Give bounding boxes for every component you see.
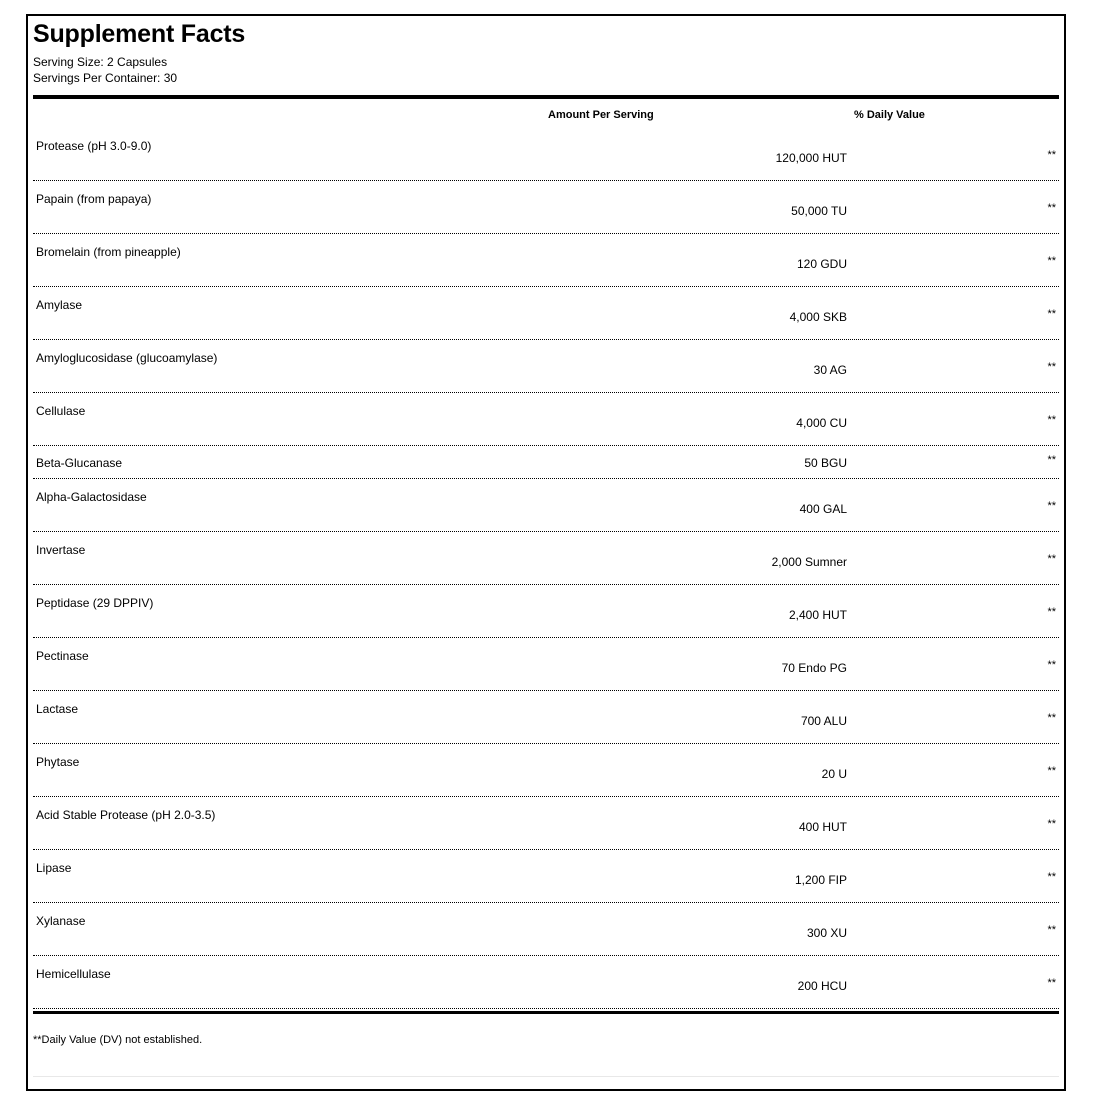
table-row — [33, 585, 1059, 638]
table-row — [33, 446, 1059, 479]
ingredient-dv: ** — [1047, 500, 1056, 512]
ingredient-name: Amylase — [36, 298, 83, 312]
ingredient-dv: ** — [1047, 659, 1056, 671]
ingredient-dv: ** — [1047, 255, 1056, 267]
ingredient-amount: 700 ALU — [800, 714, 847, 728]
ingredient-amount: 50,000 TU — [791, 204, 847, 218]
ingredient-amount: 50 BGU — [804, 456, 847, 470]
ingredient-name: Papain (from papaya) — [36, 192, 152, 206]
ingredient-name: Peptidase (29 DPPIV) — [36, 596, 154, 610]
bottom-divider — [33, 1076, 1059, 1077]
ingredient-name: Hemicellulase — [36, 967, 111, 981]
table-row — [33, 903, 1059, 956]
ingredient-name: Lactase — [36, 702, 79, 716]
table-row — [33, 532, 1059, 585]
ingredient-name: Invertase — [36, 543, 86, 557]
ingredient-dv: ** — [1047, 818, 1056, 830]
serving-size: Serving Size: 2 Capsules — [33, 55, 168, 69]
table-row — [33, 850, 1059, 903]
table-row — [33, 797, 1059, 850]
table-row — [33, 234, 1059, 287]
ingredient-dv: ** — [1047, 977, 1056, 989]
ingredient-dv: ** — [1047, 712, 1056, 724]
amount-per-serving-header: Amount Per Serving — [548, 109, 654, 121]
ingredient-dv: ** — [1047, 308, 1056, 320]
ingredient-name: Bromelain (from pineapple) — [36, 245, 181, 259]
footer-divider — [33, 1011, 1059, 1014]
ingredient-amount: 20 U — [821, 767, 847, 781]
ingredient-name: Cellulase — [36, 404, 86, 418]
ingredient-dv: ** — [1047, 149, 1056, 161]
ingredient-dv: ** — [1047, 553, 1056, 565]
ingredient-name: Pectinase — [36, 649, 89, 663]
ingredient-dv: ** — [1047, 606, 1056, 618]
ingredient-amount: 4,000 CU — [796, 416, 847, 430]
ingredient-name: Beta-Glucanase — [36, 456, 123, 470]
ingredient-name: Amyloglucosidase (glucoamylase) — [36, 351, 218, 365]
supplement-facts-panel — [26, 14, 1066, 1091]
ingredient-dv: ** — [1047, 454, 1056, 466]
ingredient-dv: ** — [1047, 361, 1056, 373]
table-row — [33, 691, 1059, 744]
daily-value-header: % Daily Value — [854, 109, 925, 121]
table-row — [33, 638, 1059, 691]
ingredient-dv: ** — [1047, 765, 1056, 777]
ingredient-amount: 2,400 HUT — [788, 608, 847, 622]
ingredient-amount: 400 HUT — [798, 820, 847, 834]
ingredient-dv: ** — [1047, 924, 1056, 936]
table-row — [33, 181, 1059, 234]
ingredient-table — [33, 128, 1059, 1009]
table-row — [33, 744, 1059, 797]
header-divider — [33, 95, 1059, 99]
panel-inner — [33, 16, 1059, 1089]
table-row — [33, 287, 1059, 340]
ingredient-amount: 200 HCU — [797, 979, 847, 993]
ingredient-amount: 1,200 FIP — [794, 873, 847, 887]
panel-title: Supplement Facts — [33, 20, 246, 48]
ingredient-name: Acid Stable Protease (pH 2.0-3.5) — [36, 808, 216, 822]
ingredient-name: Xylanase — [36, 914, 86, 928]
ingredient-name: Phytase — [36, 755, 80, 769]
table-row — [33, 340, 1059, 393]
ingredient-amount: 30 AG — [813, 363, 847, 377]
table-row — [33, 479, 1059, 532]
ingredient-dv: ** — [1047, 871, 1056, 883]
table-row — [33, 956, 1059, 1009]
ingredient-amount: 300 XU — [806, 926, 847, 940]
table-row — [33, 393, 1059, 446]
ingredient-dv: ** — [1047, 414, 1056, 426]
daily-value-footnote: **Daily Value (DV) not established. — [33, 1034, 203, 1046]
ingredient-name: Alpha-Galactosidase — [36, 490, 147, 504]
ingredient-amount: 4,000 SKB — [789, 310, 847, 324]
ingredient-amount: 120 GDU — [796, 257, 847, 271]
ingredient-amount: 70 Endo PG — [781, 661, 847, 675]
ingredient-amount: 120,000 HUT — [775, 151, 847, 165]
ingredient-name: Lipase — [36, 861, 72, 875]
ingredient-amount: 400 GAL — [799, 502, 847, 516]
table-row — [33, 128, 1059, 181]
ingredient-name: Protease (pH 3.0-9.0) — [36, 139, 152, 153]
ingredient-amount: 2,000 Sumner — [771, 555, 847, 569]
servings-per-container: Servings Per Container: 30 — [33, 71, 178, 85]
ingredient-dv: ** — [1047, 202, 1056, 214]
